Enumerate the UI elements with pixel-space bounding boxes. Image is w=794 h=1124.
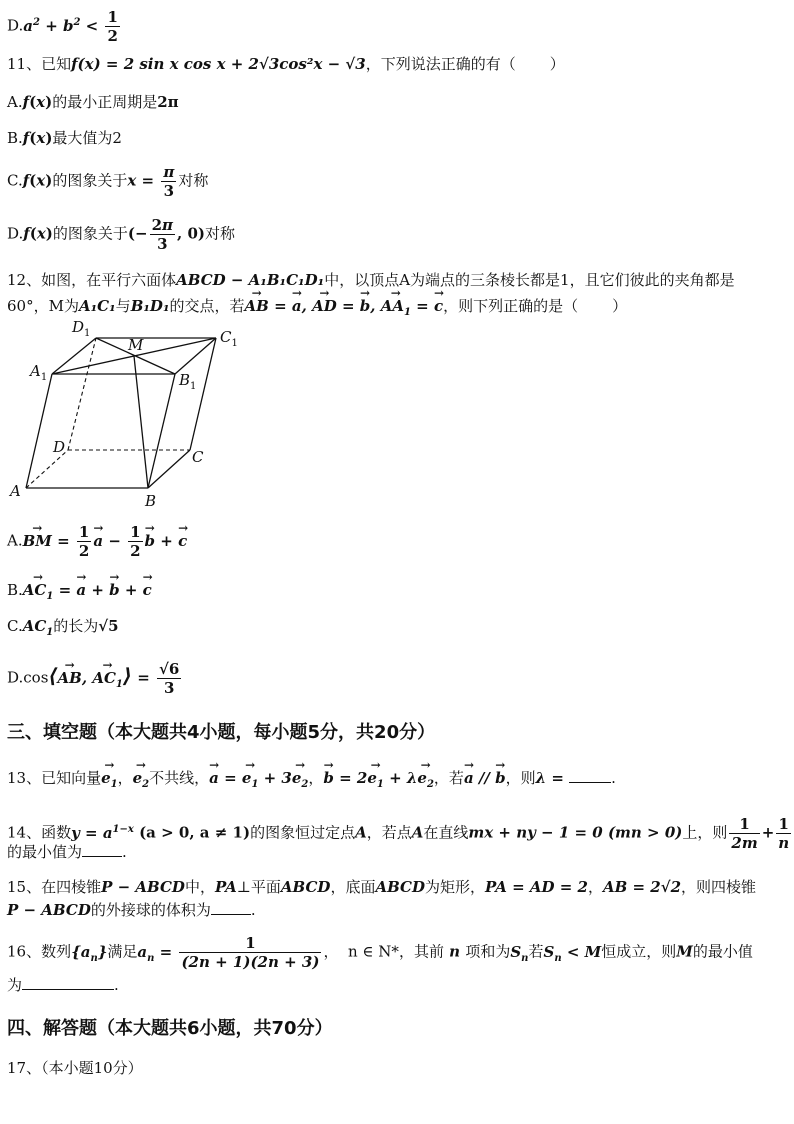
question-number: 11、已知 bbox=[7, 55, 72, 73]
edge-bc bbox=[148, 450, 190, 488]
edge-b1c1 bbox=[175, 338, 216, 374]
q12-option-a: A.→ BM = $\frac{1}{2}$ → a − $\frac{1}{2}$ → b + → c bbox=[7, 523, 187, 560]
q15-line2: P − ABCD的外接球的体积为 . bbox=[7, 901, 256, 919]
q17: 17、（本小题10分） bbox=[7, 1059, 143, 1077]
stem-text: ，下列说法正确的有（ bbox=[365, 55, 516, 73]
q12-stem-line2: 60°，M为A₁C₁与B₁D₁的交点，若→ AB = → a, → AD = → b, → $AA_1$ = → c，则下列正确的是（ ） bbox=[7, 296, 627, 323]
q13: 13、已知向量→ $e_1$，→ $e_2$不共线，→ a = → $e_1 + 3\to e_2$，→ $b = 2\to e_1 + \lambda\to e_2$，若→ a // → b，则λ = . bbox=[7, 768, 616, 795]
label-b: B bbox=[145, 492, 157, 510]
q16-line2: 为 . bbox=[7, 976, 119, 994]
q11-option-a: A.f(x)的最小正周期是2π bbox=[7, 93, 179, 111]
q11-option-b: B.f(x)最大值为2 bbox=[7, 129, 122, 147]
label-c1: $C_1$ bbox=[220, 328, 238, 349]
edge-dd1-hidden bbox=[68, 338, 96, 450]
edge-a1a bbox=[26, 374, 52, 488]
q14-line2: 的最小值为 . bbox=[7, 843, 127, 861]
label-a1: $A_1$ bbox=[30, 362, 48, 383]
q16-line1: 16、数列$\{a_n\}$满足$a_n$ = $\frac{1}{(2n + 1)(2n + 3)}$ ， n ∈ N*，其前 n 项和为$S_n$若$S_n < M$恒成立，则M的最小值 bbox=[7, 934, 753, 971]
q12-option-b: $B.\to AC_1$ = → a + → b + → c bbox=[7, 580, 152, 607]
label-m: M bbox=[128, 336, 144, 354]
edge-b1b bbox=[148, 374, 175, 488]
option-label: D. bbox=[7, 16, 24, 35]
q11-option-c: C.f(x)的图象关于x = $\frac{\pi}{3}$ 对称 bbox=[7, 163, 209, 200]
fraction: $\frac{2\pi}{3}$ bbox=[151, 216, 173, 253]
answer-blank[interactable] bbox=[211, 900, 251, 915]
answer-blank[interactable] bbox=[569, 768, 611, 783]
q12-option-d: D.cos⟨→ AB, → $AC_1⟩$ = $\frac{√6}{3}$ bbox=[7, 660, 183, 697]
parallelepiped-figure bbox=[0, 316, 260, 512]
label-d1: $D_1$ bbox=[72, 318, 91, 339]
q11-stem bbox=[7, 54, 565, 74]
solid-name: ABCD − A₁B₁C₁D₁ bbox=[176, 271, 325, 289]
fraction: $\frac{\pi}{3}$ bbox=[163, 163, 175, 200]
label-b1: $B_1$ bbox=[179, 371, 197, 392]
answer-paren: ） bbox=[549, 55, 565, 73]
answer-blank[interactable] bbox=[22, 975, 114, 990]
q12-stem-line1: 12、如图，在平行六面体ABCD − A₁B₁C₁D₁中，以顶点A为端点的三条棱长都是1，且它们彼此的夹角都是 bbox=[7, 271, 735, 289]
fraction: $\frac{1}{2}$ bbox=[107, 8, 118, 45]
q11-option-d: D.f(x)的图象关于(− $\frac{2\pi}{3}$ , 0)对称 bbox=[7, 216, 235, 253]
segment-bm bbox=[134, 356, 148, 488]
answer-blank[interactable] bbox=[82, 842, 122, 857]
math-expr: $a^2 + b^2$ < bbox=[23, 16, 104, 35]
section-answer-title: 四、解答题（本大题共6小题，共70分） bbox=[7, 1018, 333, 1039]
q10-option-d bbox=[7, 8, 122, 45]
section-fill-in-title: 三、填空题（本大题共4小题，每小题5分，共20分） bbox=[7, 722, 436, 743]
edge-c1c bbox=[190, 338, 216, 450]
function-expression: f(x) = 2 sin x cos x + 2√3cos²x − √3 bbox=[71, 55, 366, 73]
label-a: A bbox=[10, 482, 21, 500]
q12-option-c: $C.AC_1$的长为√5 bbox=[7, 617, 119, 638]
label-c: C bbox=[192, 448, 204, 466]
label-d: D bbox=[53, 438, 66, 456]
q15-line1: 15、在四棱锥P − ABCD中，PA⊥平面ABCD，底面ABCD为矩形，PA = AD = 2，AB = 2√2，则四棱锥 bbox=[7, 878, 757, 896]
q14-line1: 14、函数$y = a^{1-x}$ (a > 0, a ≠ 1)的图象恒过定点A，若点A在直线mx + ny − 1 = 0 (mn > 0)上，则 $\frac{1}{2m}$ + $\frac{1}{n}$ bbox=[7, 815, 790, 852]
